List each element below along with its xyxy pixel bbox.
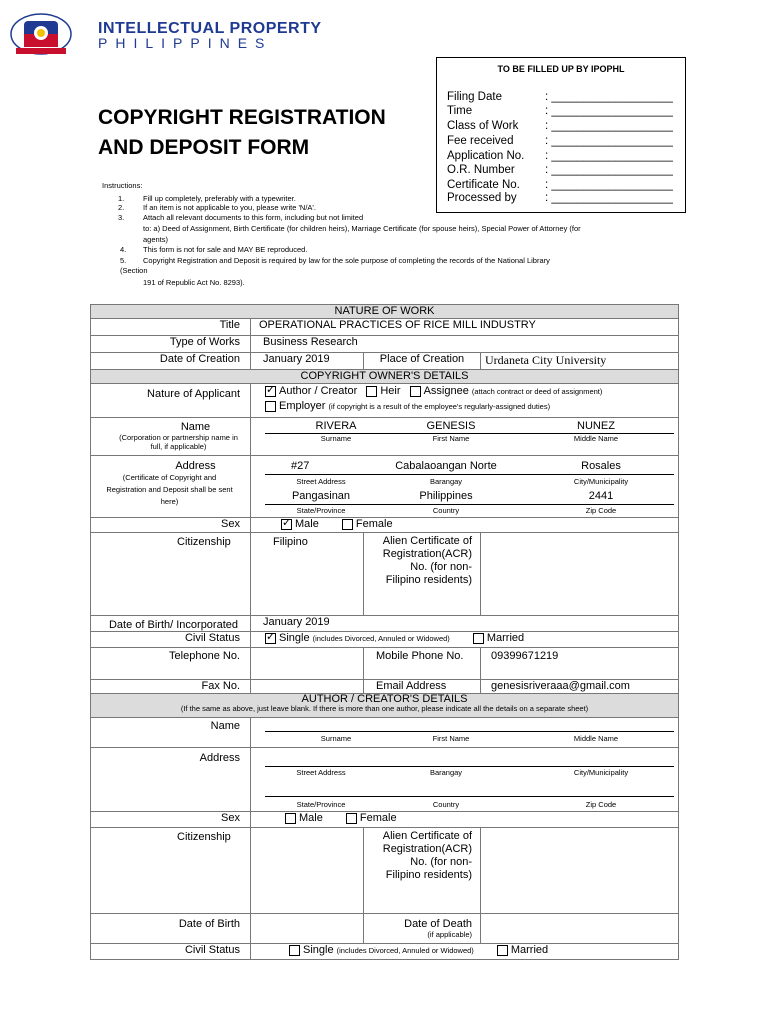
org-name: INTELLECTUAL PROPERTY <box>98 20 322 37</box>
female-option: Female <box>355 518 393 530</box>
title-label: Title <box>91 319 251 336</box>
zip-caption: Zip Code <box>585 506 617 515</box>
instruction-text: 191 of Republic Act No. 8293). <box>143 278 245 287</box>
author-surname-caption: Surname <box>320 734 352 743</box>
zip-value[interactable]: 2441 <box>588 490 614 502</box>
instruction-text: This form is not for sale and MAY BE reproduced. <box>143 245 308 254</box>
author-city-caption: City/Municipality <box>573 768 629 777</box>
author-female-option: Female <box>359 812 397 824</box>
author-male-checkbox[interactable] <box>285 813 296 824</box>
title-field[interactable] <box>251 319 679 336</box>
author-citizenship-label: Citizenship <box>91 828 251 914</box>
author-sex-label: Sex <box>91 812 251 828</box>
province-caption: State/Province <box>296 506 346 515</box>
male-option: Male <box>295 518 319 530</box>
author-name-line[interactable] <box>265 731 674 732</box>
title-value: OPERATIONAL PRACTICES OF RICE MILL INDUSTRY <box>259 319 536 331</box>
owner-acr-field[interactable] <box>481 533 679 616</box>
owner-name-label: Name <box>180 421 211 433</box>
barangay-caption: Barangay <box>429 477 463 486</box>
instruction-num: 1. <box>118 194 125 203</box>
city-value[interactable]: Rosales <box>581 460 621 472</box>
owner-address-label: Address <box>175 460 216 472</box>
surname-caption: Surname <box>320 434 352 443</box>
author-dob-field[interactable] <box>251 914 364 944</box>
author-street-caption: Street Address <box>296 768 346 777</box>
date-of-creation-field[interactable] <box>251 353 364 370</box>
author-checkbox-checked[interactable] <box>265 386 276 397</box>
owner-acr-label: Alien Certificate of Registration(ACR) No. (for non-Filipino residents) <box>364 533 481 616</box>
author-province-caption: State/Province <box>296 800 346 809</box>
type-of-works-value: Business Research <box>263 336 358 348</box>
author-details-heading: AUTHOR / CREATOR'S DETAILS <box>301 693 468 705</box>
instruction-text: (Section <box>120 266 148 275</box>
nature-of-work-heading: NATURE OF WORK <box>91 305 679 319</box>
author-option: Author / Creator <box>279 385 358 397</box>
ipophl-seal-logo <box>10 12 72 58</box>
author-acr-label: Alien Certificate of Registration(ACR) No. (for non-Filipino residents) <box>364 828 481 914</box>
type-of-works-label: Type of Works <box>91 336 251 353</box>
owner-citizenship-label: Citizenship <box>91 533 251 616</box>
instruction-num: 2. <box>118 203 125 212</box>
author-dod-note: (if applicable) <box>427 930 472 939</box>
date-of-creation-label: Date of Creation <box>91 353 251 370</box>
employer-option: Employer <box>279 400 326 412</box>
telephone-label: Telephone No. <box>91 648 251 680</box>
author-married-option: Married <box>510 944 549 956</box>
author-barangay-caption: Barangay <box>429 768 463 777</box>
place-of-creation-field[interactable] <box>481 353 679 370</box>
ipo-field-label: Time <box>447 105 473 117</box>
form-title-line1: COPYRIGHT REGISTRATION <box>98 106 386 129</box>
ipo-field-blank[interactable]: : ___________________ <box>545 192 673 204</box>
married-option: Married <box>486 632 525 644</box>
heir-checkbox[interactable] <box>366 386 377 397</box>
instruction-text: Fill up completely, preferably with a typewriter. <box>143 194 296 203</box>
married-checkbox[interactable] <box>473 633 484 644</box>
first-name-caption: First Name <box>432 434 470 443</box>
fax-label: Fax No. <box>91 680 251 694</box>
ipo-field-label: O.R. Number <box>447 164 515 176</box>
ipo-field-blank[interactable]: : ___________________ <box>545 105 673 117</box>
mobile-label: Mobile Phone No. <box>364 648 481 680</box>
surname-value[interactable]: RIVERA <box>315 420 357 432</box>
instruction-num: 3. <box>118 213 125 222</box>
form-title-line2: AND DEPOSIT FORM <box>98 136 310 159</box>
owner-dob-label: Date of Birth/ Incorporated <box>91 616 251 632</box>
place-of-creation-label: Place of Creation <box>364 353 481 370</box>
middle-name-value[interactable]: NUNEZ <box>577 420 615 432</box>
nature-of-applicant-label: Nature of Applicant <box>91 384 251 418</box>
ipophl-office-box <box>436 57 686 213</box>
employer-checkbox[interactable] <box>265 401 276 412</box>
author-acr-field[interactable] <box>481 828 679 914</box>
mobile-value[interactable]: 09399671219 <box>481 648 679 680</box>
instruction-text: If an item is not applicable to you, please write 'N/A'. <box>143 203 316 212</box>
author-dod-label: Date of Death <box>404 918 472 930</box>
instruction-text: Copyright Registration and Deposit is required by law for the sole purpose of completing the records of the National Library <box>143 256 550 265</box>
male-checkbox-checked[interactable] <box>281 519 292 530</box>
barangay-value[interactable]: Cabalaoangan Norte <box>395 460 497 472</box>
street-value[interactable]: #27 <box>291 460 310 472</box>
street-caption: Street Address <box>296 477 346 486</box>
owner-name-note: (Corporation or partnership name in full, if applicable) <box>119 433 238 451</box>
instruction-num: 4. <box>120 245 127 254</box>
place-of-creation-value: Urdaneta City University <box>485 353 607 367</box>
female-checkbox[interactable] <box>342 519 353 530</box>
country-value[interactable]: Philippines <box>419 490 473 502</box>
ipophl-box-heading: TO BE FILLED UP BY IPOPHL <box>497 64 625 74</box>
ipo-field-blank[interactable]: : ___________________ <box>545 135 673 147</box>
email-label: Email Address <box>364 680 481 694</box>
author-civil-status-label: Civil Status <box>91 944 251 960</box>
author-details-subheading: (If the same as above, just leave blank. If there is more than one author, please indicate all the details on a separate sheet) <box>180 704 589 713</box>
ipo-field-blank[interactable]: : ___________________ <box>545 150 673 162</box>
owner-citizenship-value[interactable]: Filipino <box>251 533 364 616</box>
author-single-note: (includes Divorced, Annuled or Widowed) <box>336 946 474 955</box>
single-note: (includes Divorced, Annuled or Widowed) <box>312 634 450 643</box>
owner-dob-value[interactable]: January 2019 <box>251 616 679 632</box>
org-country: PHILIPPINES <box>98 35 273 51</box>
ipo-field-label: Class of Work <box>447 120 519 132</box>
single-checkbox-checked[interactable] <box>265 633 276 644</box>
date-of-creation-value: January 2019 <box>263 353 330 365</box>
author-country-caption: Country <box>432 800 460 809</box>
owner-details-heading: COPYRIGHT OWNER'S DETAILS <box>91 370 679 384</box>
author-dod-field[interactable] <box>481 914 679 944</box>
ipo-field-blank[interactable]: : ___________________ <box>545 120 673 132</box>
instruction-text: agents) <box>143 235 169 244</box>
ipo-field-blank[interactable]: : ___________________ <box>545 164 673 176</box>
instruction-text: to: a) Deed of Assignment, Birth Certificate (for children heirs), Marriage Certificate (for spouse heirs), Special Power of Attorney (for <box>143 224 581 233</box>
ipo-field-blank[interactable]: : ___________________ <box>545 91 673 103</box>
owner-civil-status-label: Civil Status <box>91 632 251 648</box>
telephone-field[interactable] <box>251 648 364 680</box>
registration-form-table <box>90 304 679 960</box>
city-caption: City/Municipality <box>573 477 629 486</box>
ipo-field-label: Filing Date <box>447 91 502 103</box>
author-name-label: Name <box>91 718 251 748</box>
author-address-label: Address <box>91 748 251 812</box>
author-dob-label: Date of Birth <box>91 914 251 944</box>
single-option: Single <box>279 632 310 644</box>
middle-name-caption: Middle Name <box>573 434 619 443</box>
instruction-num: 5. <box>120 256 127 265</box>
employer-note: (if copyright is a result of the employee's regularly-assigned duties) <box>328 402 551 411</box>
first-name-value[interactable]: GENESIS <box>426 420 476 432</box>
email-value[interactable]: genesisriveraaa@gmail.com <box>481 680 679 694</box>
instruction-text: Attach all relevant documents to this form, including but not limited <box>143 213 364 222</box>
author-single-option: Single <box>303 944 334 956</box>
author-citizenship-field[interactable] <box>251 828 364 914</box>
author-zip-caption: Zip Code <box>585 800 617 809</box>
owner-sex-label: Sex <box>91 518 251 533</box>
author-first-name-caption: First Name <box>432 734 470 743</box>
author-male-option: Male <box>299 812 323 824</box>
assignee-note: (attach contract or deed of assignment) <box>471 387 603 396</box>
heir-option: Heir <box>380 385 401 397</box>
ipo-field-label: Application No. <box>447 150 525 162</box>
author-single-checkbox[interactable] <box>289 945 300 956</box>
owner-address-note: (Certificate of Copyright and Registration and Deposit shall be sent here) <box>106 473 233 506</box>
ipo-field-label: Certificate No. <box>447 179 520 191</box>
author-middle-name-caption: Middle Name <box>573 734 619 743</box>
ipo-field-label: Processed by <box>447 192 517 204</box>
author-married-checkbox[interactable] <box>497 945 508 956</box>
ipo-field-label: Fee received <box>447 135 514 147</box>
fax-field[interactable] <box>251 680 364 694</box>
assignee-checkbox[interactable] <box>410 386 421 397</box>
author-address-line2[interactable] <box>265 796 674 797</box>
author-female-checkbox[interactable] <box>346 813 357 824</box>
assignee-option: Assignee <box>423 385 469 397</box>
type-of-works-field[interactable] <box>251 336 679 353</box>
country-caption: Country <box>432 506 460 515</box>
ipo-field-blank[interactable]: : ___________________ <box>545 179 673 191</box>
author-address-line1[interactable] <box>265 766 674 767</box>
province-value[interactable]: Pangasinan <box>291 490 351 502</box>
instructions-title: Instructions: <box>102 181 143 190</box>
